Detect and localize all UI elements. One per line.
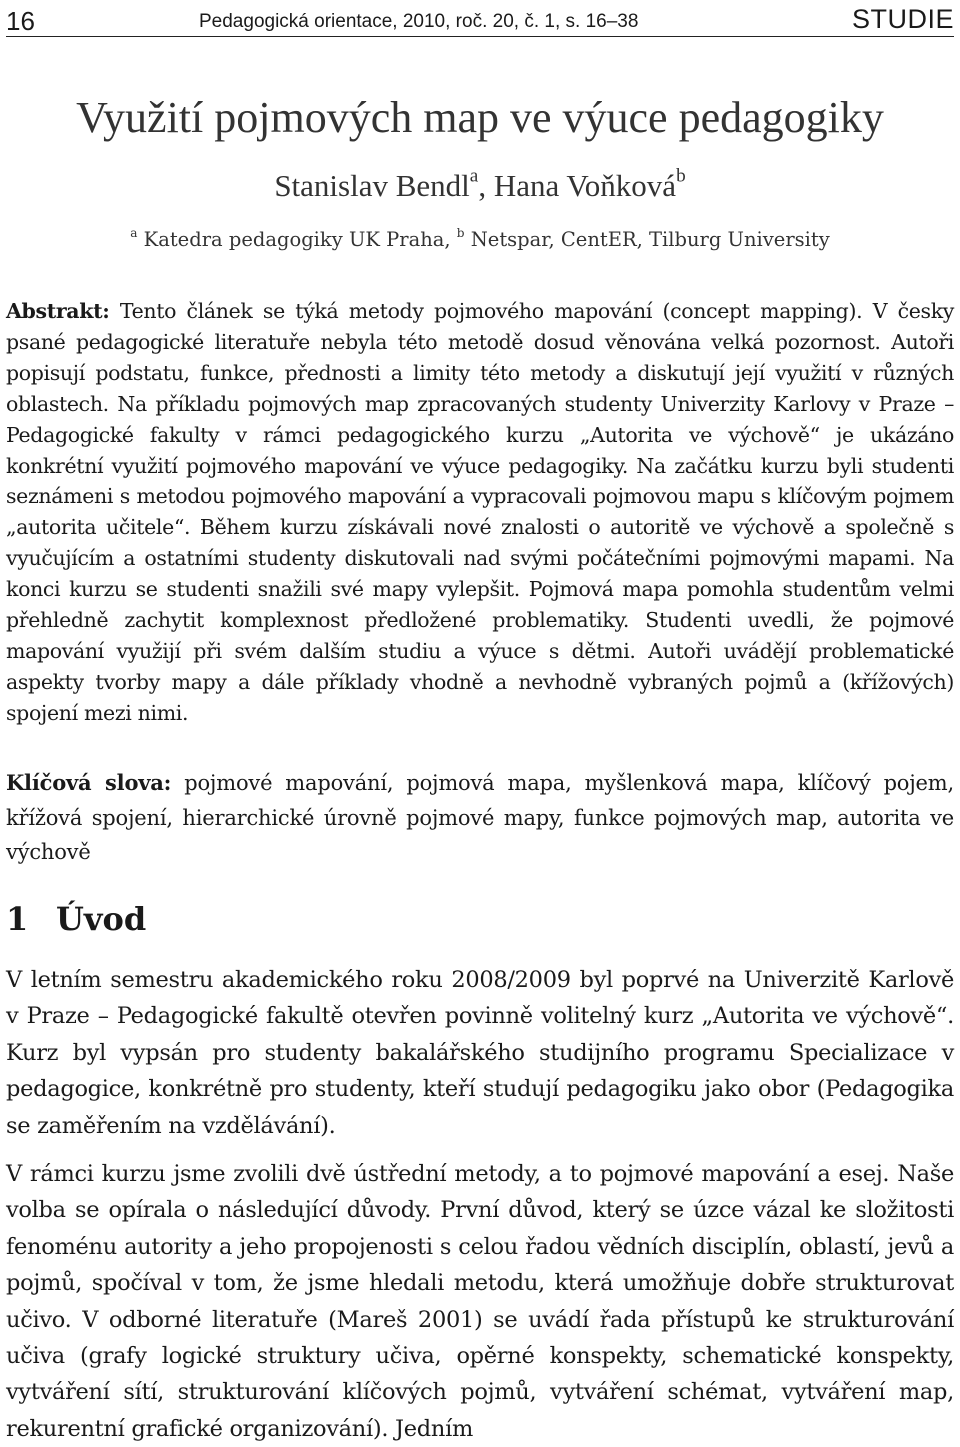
running-header: [6, 2, 954, 37]
keywords-text: pojmové mapování, pojmová mapa, myšlenková mapa, klíčový pojem, křížová spojení, hierarchické úrovně pojmové mapy, funkce pojmových map, autorita ve výchově: [6, 771, 954, 864]
section-title: Úvod: [56, 900, 147, 938]
section-number: 1: [6, 900, 29, 938]
section-label: STUDIE: [851, 4, 954, 34]
affiliation-mark: a: [469, 165, 479, 187]
abstract: [6, 296, 954, 729]
page-number: 16: [6, 6, 35, 36]
author-separator: ,: [478, 168, 494, 203]
affiliation-mark: b: [676, 165, 686, 187]
affiliation-text: Netspar, CentER, Tilburg University: [464, 228, 830, 251]
affiliation-mark: b: [456, 225, 465, 240]
author-name: Hana Voňková: [493, 168, 677, 203]
affiliation-text: Katedra pedagogiky UK Praha,: [137, 228, 457, 251]
article-title: Využití pojmových map ve výuce pedagogiky: [76, 93, 884, 142]
abstract-label: Abstrakt:: [6, 299, 110, 323]
keywords-label: Klíčová slova:: [6, 770, 172, 795]
affiliation-mark: a: [130, 225, 138, 240]
keywords: [6, 766, 954, 870]
affiliation-line: [0, 225, 960, 251]
body-paragraph: V rámci kurzu jsme zvolili dvě ústřední metody, a to pojmové mapování a esej. Naše volba se opírala o následující důvody. První důvod, který se úzce vázal ke složitosti fenoménu autority a jeho propojenosti s celou řadou vědních disciplín, oblastí, jevů a pojmů, spočíval v tom, že jsme hledali metodu, která umožňuje dobře strukturovat učivo. V odborné literatuře (Mareš 2001) se uvádí řada přístupů ke strukturování učiva (grafy logické struktury učiva, opěrné konspekty, schematické konspekty, vytváření sítí, strukturování klíčových pojmů, vytváření schémat, vytváření map, rekurentní grafické organizování). Jedním: [6, 1161, 954, 1442]
abstract-text: Tento článek se týká metody pojmového mapování (concept mapping). V česky psané pedagogické literatuře nebyla této metodě dosud věnována velká pozornost. Autoři popisují podstatu, funkce, přednosti a limity této metody a diskutují její využití v různých oblastech. Na příkladu pojmových map zpracovaných studenty Univerzity Karlovy v Praze – Pedagogické fakulty v rámci pedagogického kurzu „Autorita ve výchově“ je ukázáno konkrétní využití pojmového mapování ve výuce pedagogiky. Na začátku kurzu byli studenti seznámeni s metodou pojmového mapování a vypracovali pojmovou mapu s klíčovým pojmem „autorita učitele“. Během kurzu získávali nové znalosti o autoritě ve výchově a společně s vyučujícím a ostatními studenty diskutovali nad svými počátečními pojmovými mapami. Na konci kurzu se studenti snažili své mapy vylepšit. Pojmová mapa pomohla studentům velmi přehledně zachytit komplexnost předložené problematiky. Studenti uvedli, že pojmové mapování využijí při svém dalším studiu a výuce s dětmi. Autoři uvádějí problematické aspekty tvorby mapy a dále příklady vhodně a nevhodně vybraných pojmů a (křížových) spojení mezi nimi.: [6, 299, 954, 725]
author-line: [0, 165, 960, 204]
section-heading: [6, 900, 146, 938]
author-name: Stanislav Bendl: [274, 168, 470, 203]
body-paragraph: V letním semestru akademického roku 2008/2009 byl poprvé na Univerzitě Karlově v Praze – Pedagogické fakultě otevřen povinně volitelný kurz „Autorita ve výchově“. Kurz byl vypsán pro studenty bakalářského studijního programu Specializace v pedagogice, konkrétně pro studenty, kteří studují pedagogiku jako obor (Pedagogika se zaměřením na vzdělávání).: [6, 967, 954, 1139]
journal-citation: Pedagogická orientace, 2010, roč. 20, č. 1, s. 16–38: [199, 11, 639, 32]
